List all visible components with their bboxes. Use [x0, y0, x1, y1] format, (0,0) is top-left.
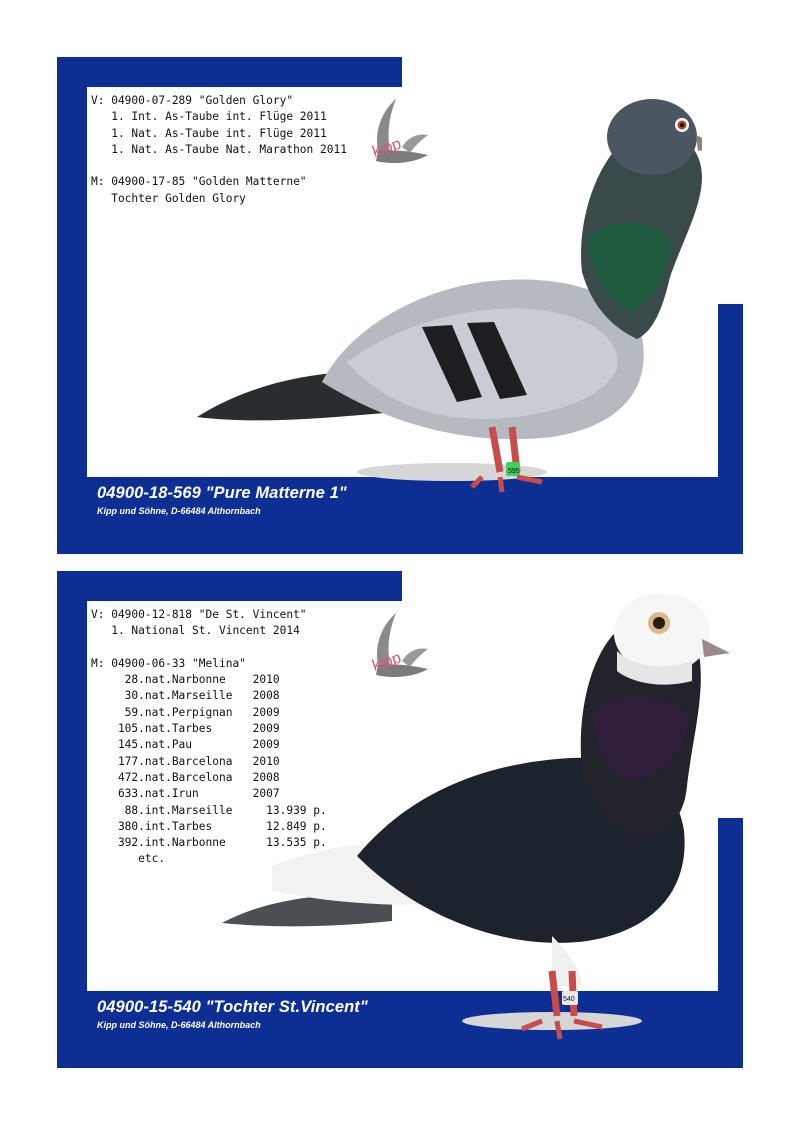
- pedigree-text: V: 04900-07-289 "Golden Glory" 1. Int. As-Taube int. Flüge 2011 1. Nat. As-Taube int. Flüge 2011 1. Nat. As-Taube Nat. Marathon 2011 M: 04900-17-85 "Golden Matterne" Tochter Golden Glory: [91, 94, 347, 205]
- pigeon-title: 04900-15-540 "Tochter St.Vincent": [97, 998, 368, 1016]
- pigeon-white-headed-photo: [222, 591, 742, 1051]
- pigeon-title: 04900-18-569 "Pure Matterne 1": [97, 484, 347, 502]
- leg-ring-text: 595: [508, 468, 520, 475]
- pigeon-card-2: [57, 571, 743, 1068]
- pigeon-card-1: [57, 57, 743, 554]
- logo-text: kipp: [370, 135, 404, 161]
- breeder-address: Kipp und Söhne, D-66484 Althornbach: [97, 1020, 261, 1030]
- pedigree-text: V: 04900-12-818 "De St. Vincent" 1. National St. Vincent 2014 M: 04900-06-33 "Melina" 28.nat.Narbonne 2010 30.nat.Marseille 2008 59.nat.Perpignan 2009 105.nat.Tarbes 2009 145.nat.Pau 2009 177.nat.Barcelona 2010 472.nat.Barcelona 2008 633.nat.Irun 2007 88.int.Marseille 13.939 p. 380.int.Tarbes 12.849 p. 392.int.Narbonne 13.535 p. etc.: [91, 608, 327, 866]
- breeder-address: Kipp und Söhne, D-66484 Althornbach: [97, 506, 261, 516]
- pigeon-blue-bar-photo: [182, 77, 702, 527]
- leg-ring-text: 540: [563, 996, 575, 1003]
- logo-text: kipp: [370, 649, 404, 675]
